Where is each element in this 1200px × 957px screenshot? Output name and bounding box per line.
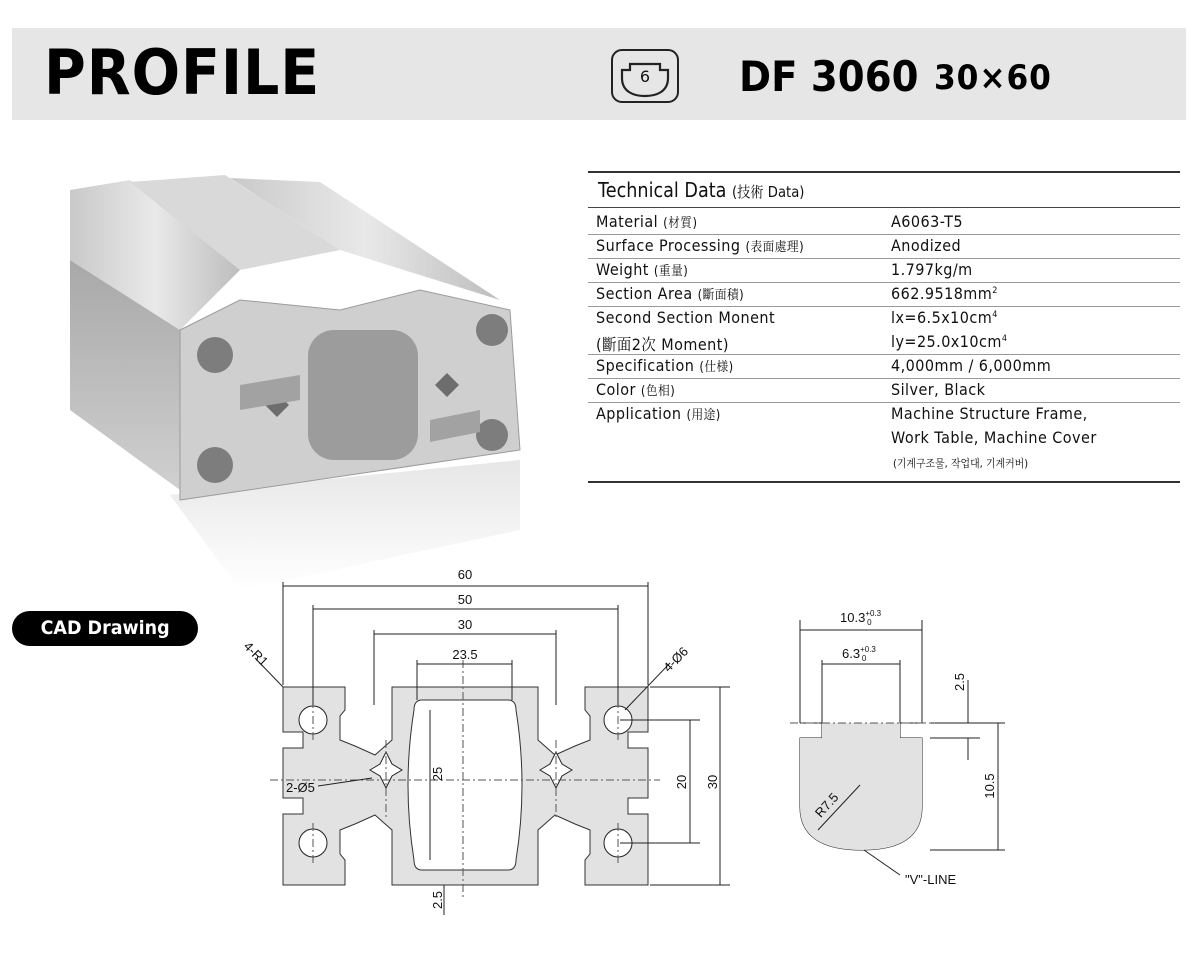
table-row [588, 331, 1180, 355]
dim-50: 50 [457, 592, 473, 607]
dim-23-5: 23.5 [452, 647, 478, 662]
cad-drawing [0, 560, 1200, 957]
row-value: A6063-T5 [891, 212, 963, 231]
dim-25: 25 [430, 766, 445, 782]
row-key-sub: (仕様) [699, 360, 734, 375]
slot-depth-2-5: 2.5 [952, 672, 967, 692]
row-value-sup: 2 [992, 286, 998, 296]
slot-icon [610, 48, 680, 104]
cad-badge-label: CAD Drawing [40, 617, 170, 639]
row-value-sup: 4 [992, 310, 998, 320]
row-key-sub: (材質) [663, 216, 698, 231]
model-size: 30×60 [934, 58, 1052, 98]
row-value: ly=25.0x10cm [891, 332, 1002, 351]
dim-2-5: 2.5 [430, 890, 445, 910]
aluminum-profile-image [40, 170, 560, 590]
dim-4-d6: 4-Ø6 [660, 643, 692, 675]
row-key-sub: (表面處理) [745, 240, 805, 255]
dim-2-d5: 2-Ø5 [286, 780, 315, 795]
table-row [588, 379, 1180, 403]
table-row [588, 355, 1180, 379]
row-key: Specification [596, 356, 695, 375]
table-divider [588, 207, 1180, 208]
row-key-sub: (斷面積) [697, 288, 745, 303]
table-row [588, 259, 1180, 283]
row-key: Surface Processing [596, 236, 741, 255]
table-row [588, 427, 1180, 451]
technical-data-table [588, 171, 1180, 483]
row-value: 4,000mm / 6,000mm [891, 356, 1052, 375]
row-key: Color [596, 380, 636, 399]
technical-data-title [598, 178, 804, 202]
table-row [588, 283, 1180, 307]
dim-20: 20 [674, 774, 689, 790]
dim-30: 30 [457, 617, 473, 632]
center-cavity [408, 700, 522, 870]
slot-width-6-3: $6.3^{+0.3}$ 0 [842, 645, 876, 663]
technical-title-text: Technical Data [598, 178, 727, 202]
slot-radius-r7-5: R7.5 [811, 789, 842, 821]
table-row [588, 307, 1180, 331]
row-value: Silver, Black [891, 380, 986, 399]
application-note: (기계구조물, 작업대, 기계커버) [893, 457, 1029, 470]
row-value-sup: 4 [1001, 334, 1008, 344]
row-value: Work Table, Machine Cover [891, 428, 1097, 447]
header-bar [12, 28, 1186, 120]
row-value: lx=6.5x10cm [891, 308, 993, 327]
row-value: 662.9518mm [891, 284, 993, 303]
model-name: DF 3060 [739, 52, 919, 101]
v-line-label: "V"-LINE [905, 872, 957, 887]
row-key: Second Section Monent [596, 308, 776, 327]
slot-width-10-3: $10.3^{+0.3}$ 0 [840, 609, 882, 627]
row-value: Anodized [891, 236, 962, 255]
row-key: Section Area [596, 284, 693, 303]
dim-4-r1: 4-R1 [240, 638, 272, 670]
slot-height-10-5: 10.5 [982, 773, 997, 799]
row-key: Application [596, 404, 682, 423]
dim-60: 60 [457, 567, 473, 582]
page-title: PROFILE [44, 36, 321, 109]
row-key-sub: (重量) [653, 264, 689, 279]
table-row [588, 235, 1180, 259]
technical-title-sub: (技術 Data) [732, 183, 805, 201]
table-row [588, 403, 1180, 427]
row-key-sub: (用途) [686, 408, 721, 423]
row-value: Machine Structure Frame, [891, 404, 1088, 423]
row-key: (斷面2次 Moment) [596, 335, 729, 354]
row-key-sub: (色相) [640, 384, 676, 399]
row-key: Material [596, 212, 659, 231]
slot-number: 6 [639, 67, 651, 86]
row-value: 1.797kg/m [891, 260, 973, 279]
row-key: Weight [596, 260, 649, 279]
table-row [588, 211, 1180, 235]
dim-30-vertical: 30 [705, 774, 720, 790]
